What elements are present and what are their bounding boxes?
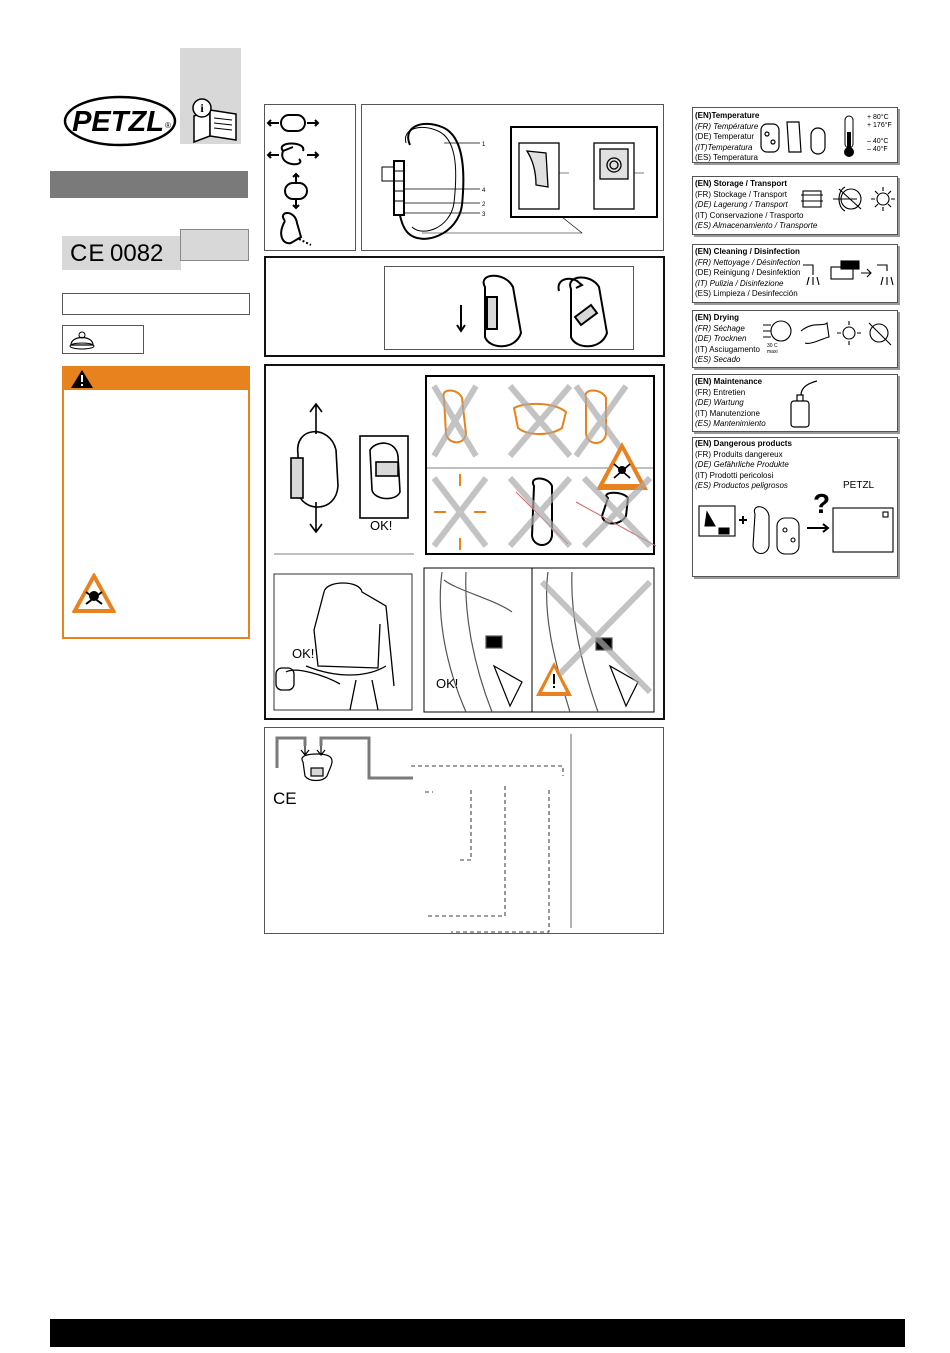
anatomy-number-4: 4: [482, 188, 486, 194]
storage-de: (DE) Lagerung / Transport: [695, 200, 788, 209]
gate-strength-icon: [281, 213, 311, 245]
ok-label-3: OK!: [436, 676, 459, 691]
dangerous-de: (DE) Gefährliche Produkte: [695, 460, 789, 469]
logo-text: PETZL: [72, 106, 164, 138]
petzl-box-label: PETZL: [843, 480, 875, 491]
drying-panel: [692, 310, 898, 368]
cleaning-it: (IT) Pulizia / Disinfezione: [695, 278, 784, 288]
drying-max-temp: 30 C maxi: [767, 343, 778, 355]
ce-mark: CE: [70, 240, 106, 267]
read-manual-icon: [180, 48, 241, 144]
storage-fr: (FR) Stockage / Transport: [695, 189, 788, 199]
storage-es: (ES) Almacenamiento / Transporte: [695, 221, 818, 230]
ce-cert-box: [62, 236, 181, 270]
temp-max-c: + 80°C: [867, 114, 889, 121]
dangerous-es: (ES) Productos peligrosos: [695, 481, 788, 490]
maintenance-es: (ES) Mantenimiento: [695, 419, 766, 428]
danger-skull-icon: [71, 572, 117, 614]
drying-de: (DE) Trocknen: [695, 334, 747, 343]
temperature-fr: (FR) Température: [695, 121, 759, 131]
notified-body-number: 0082: [110, 240, 164, 267]
storage-it: (IT) Conservazione / Trasporto: [695, 210, 804, 220]
dangerous-fr: (FR) Produits dangereux: [695, 449, 783, 459]
question-mark: ?: [813, 488, 831, 519]
anatomy-number-2: 2: [482, 202, 486, 208]
gate-open-icon: [268, 144, 318, 165]
gate-operation-illustration: [384, 266, 634, 350]
reg-mark: ®: [165, 121, 171, 130]
maintenance-title: (EN) Maintenance: [695, 377, 763, 386]
cleaning-de: (DE) Reinigung / Desinfektion: [695, 268, 801, 277]
incorrect-loading-row-1: [434, 386, 626, 456]
maintenance-fr: (FR) Entretien: [695, 387, 746, 397]
marking-diagram: [277, 738, 413, 778]
declaration-ce-mark: CE: [273, 789, 297, 808]
drying-it: (IT) Asciugamento: [695, 344, 760, 354]
strength-symbols-panel: [264, 104, 356, 251]
gate-operation-panel: [264, 256, 665, 357]
correct-loading-drawing: [291, 404, 408, 532]
dangerous-it: (IT) Prodotti pericolosi: [695, 470, 774, 480]
helmet-icon-box: [62, 325, 144, 354]
drying-es: (ES) Secado: [695, 355, 741, 364]
carabiner-anatomy-drawing: [382, 124, 463, 239]
blank-field: [62, 293, 250, 315]
anatomy-number-1: 1: [482, 142, 486, 148]
cert-grey-box: [180, 229, 249, 261]
cleaning-fr: (FR) Nettoyage / Désinfection: [695, 257, 801, 267]
storage-panel: [692, 176, 898, 235]
svg-text:i: i: [200, 101, 204, 115]
cleaning-panel: [692, 244, 898, 303]
products-icon: [759, 116, 839, 156]
storage-icons: [799, 181, 895, 215]
temp-min-f: – 40°F: [867, 146, 888, 153]
maintenance-panel: [692, 374, 898, 432]
cleaning-icons: [801, 257, 897, 293]
read-manual-block: [180, 48, 241, 144]
temperature-de: (DE) Temperatur: [695, 132, 754, 141]
warning-triangle-icon: [70, 369, 94, 389]
gate-detail-left: [519, 143, 559, 209]
minor-axis-icon: [285, 174, 307, 208]
major-axis-icon: [268, 115, 318, 131]
temperature-title: (EN)Temperature: [695, 111, 760, 120]
drying-icons: [759, 315, 899, 355]
temperature-es: (ES) Temperatura: [695, 153, 758, 162]
warning-header: [64, 368, 248, 390]
temperature-it: (IT)Temperatura: [695, 142, 753, 152]
product-title-bar: [50, 171, 248, 198]
ok-label-2: OK!: [292, 646, 315, 661]
anatomy-panel: [361, 104, 664, 251]
anatomy-number-3: 3: [482, 212, 486, 218]
ok-label-1: OK!: [370, 518, 393, 533]
helmet-icon: [67, 327, 97, 353]
temp-max-f: + 176°F: [867, 122, 892, 129]
drying-fr: (FR) Séchage: [695, 323, 745, 333]
maintenance-de: (DE) Wartung: [695, 398, 744, 407]
usage-panel: [264, 364, 665, 720]
marking-panel: [264, 727, 664, 934]
warning-box: [62, 366, 250, 639]
oil-bottle-icon: [787, 379, 821, 431]
cleaning-title: (EN) Cleaning / Disinfection: [695, 247, 800, 256]
footer-bar: [50, 1319, 905, 1347]
temp-min-c: – 40°C: [867, 138, 889, 145]
temperature-panel: [692, 107, 898, 163]
petzl-logo: [64, 96, 176, 146]
dangerous-products-panel: [692, 437, 898, 577]
thermometer-icon: [839, 114, 859, 158]
drying-title: (EN) Drying: [695, 313, 739, 322]
cleaning-es: (ES) Limpieza / Desinfección: [695, 289, 798, 298]
danger-skull-icon: [596, 442, 648, 490]
dangerous-title: (EN) Dangerous products: [695, 439, 792, 448]
maintenance-it: (IT) Manutenzione: [695, 408, 760, 418]
dangerous-products-drawing: [697, 488, 897, 568]
gate-detail-right: [594, 143, 634, 209]
storage-title: (EN) Storage / Transport: [695, 179, 788, 188]
